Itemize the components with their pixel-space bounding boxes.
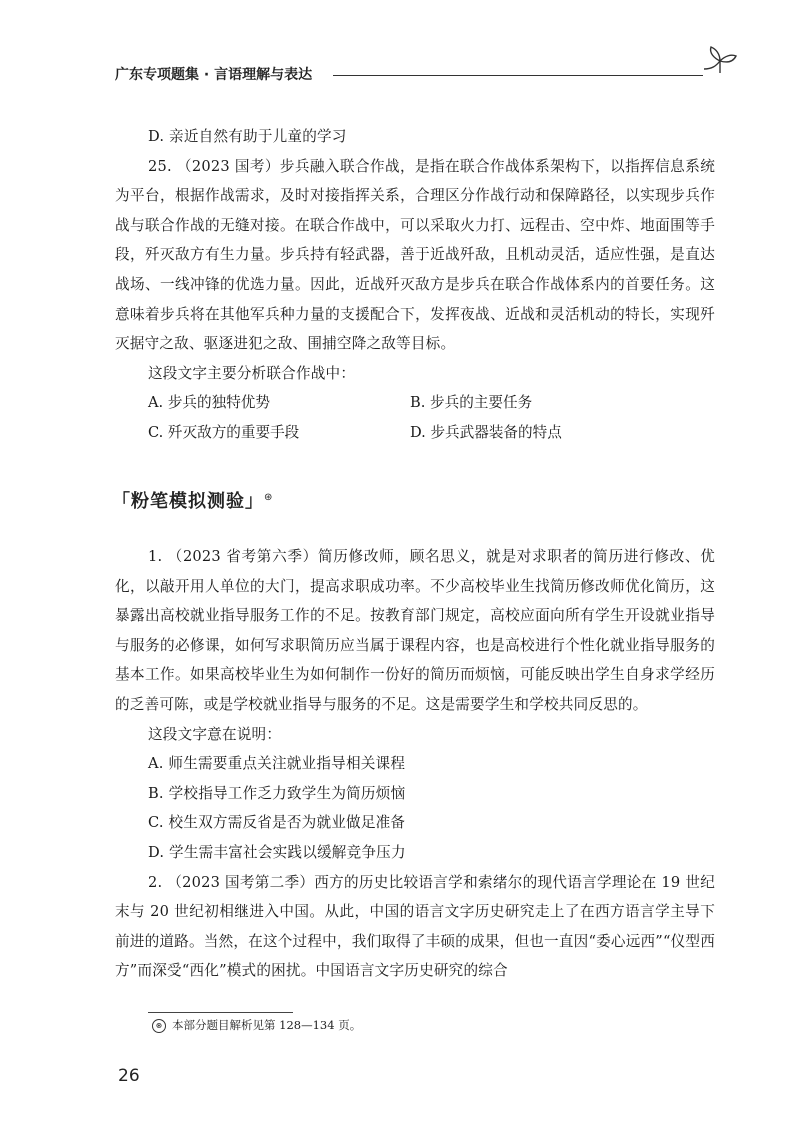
- q25-option-d: D. 步兵武器装备的特点: [410, 423, 562, 441]
- footnote-marker: ⊛: [264, 492, 274, 503]
- sprout-icon: [700, 42, 740, 76]
- header-title: 广东专项题集 · 言语理解与表达: [115, 67, 313, 83]
- footnote: [152, 1017, 361, 1033]
- page-number: 26: [118, 1066, 140, 1086]
- q25-option-b: B. 步兵的主要任务: [410, 394, 533, 412]
- footnote-text: 本部分题目解析见第 128—134 页。: [172, 1018, 362, 1032]
- q25-option-a: A. 步兵的独特优势: [148, 394, 270, 412]
- q1-question: 这段文字意在说明：: [148, 725, 282, 743]
- q1-option-a: A. 师生需要重点关注就业指导相关课程: [148, 755, 406, 773]
- q25-question: 这段文字主要分析联合作战中：: [148, 364, 356, 382]
- footnote-mark: ⊛: [152, 1019, 166, 1033]
- q25-passage: 25. （2023 国考）步兵融入联合作战，是指在联合作战体系架构下，以指挥信息系统为平台，根据作战需求，及时对接指挥关系，合理区分作战行动和保障路径，以实现步兵作战与联合作战的无缝对接。在联合作战中，可以采取火力打、远程击、空中炸、地面围等手段，歼灭敌方有生力量。步兵持有轻武器，善于近战歼敌，且机动灵活，适应性强，是直达战场、一线冲锋的优选力量。因此，近战歼灭敌方是步兵在联合作战体系内的首要任务。这意味着步兵将在其他军兵种力量的支援配合下，发挥夜战、近战和灵活机动的特长，实现歼灭据守之敌、驱逐进犯之敌、围捕空降之敌等目标。: [115, 157, 715, 353]
- bracket-close: 」: [245, 491, 264, 512]
- q1-option-b: B. 学校指导工作乏力致学生为简历烦恼: [148, 784, 406, 802]
- upper-content: [115, 122, 715, 448]
- running-header: [115, 60, 715, 90]
- section-title: [112, 487, 273, 513]
- bracket-open: 「: [112, 491, 131, 512]
- section-title-text: 粉笔模拟测验: [131, 491, 245, 512]
- footnote-rule: [148, 1012, 293, 1013]
- q1-passage: 1. （2023 省考第六季）简历修改师，顾名思义，就是对求职者的简历进行修改、优化，以敲开用人单位的大门，提高求职成功率。不少高校毕业生找简历修改师优化简历，这暴露出高校就业指导服务工作的不足。按教育部门规定，高校应面向所有学生开设就业指导与服务的必修课，如何写求职简历应当属于课程内容，也是高校进行个性化就业指导服务的基本工作。如果高校毕业生为如何制作一份好的简历而烦恼，可能反映出学生自身求学经历的乏善可陈，或是学校就业指导与服务的不足。这是需要学生和学校共同反思的。: [115, 548, 715, 713]
- lower-content: [115, 542, 715, 986]
- q25-options-row-2: [115, 418, 715, 448]
- q25-option-c: C. 歼灭敌方的重要手段: [148, 423, 300, 441]
- q1-option-d: D. 学生需丰富社会实践以缓解竞争压力: [148, 843, 406, 861]
- q2-passage: 2. （2023 国考第二季）西方的历史比较语言学和索绪尔的现代语言学理论在 19 世纪末与 20 世纪初相继进入中国。从此，中国的语言文字历史研究走上了在西方语言学主导下前进的道路。当然，在这个过程中，我们取得了丰硕的成果，但也一直因“委心远西”“仪型西方”而深受“西化”模式的困扰。中国语言文字历史研究的综合: [115, 873, 715, 980]
- prev-option-d: D. 亲近自然有助于儿童的学习: [148, 128, 347, 145]
- q1-option-c: C. 校生双方需反省是否为就业做足准备: [148, 814, 406, 832]
- header-rule: [333, 75, 703, 76]
- q25-options-row-1: [115, 388, 715, 418]
